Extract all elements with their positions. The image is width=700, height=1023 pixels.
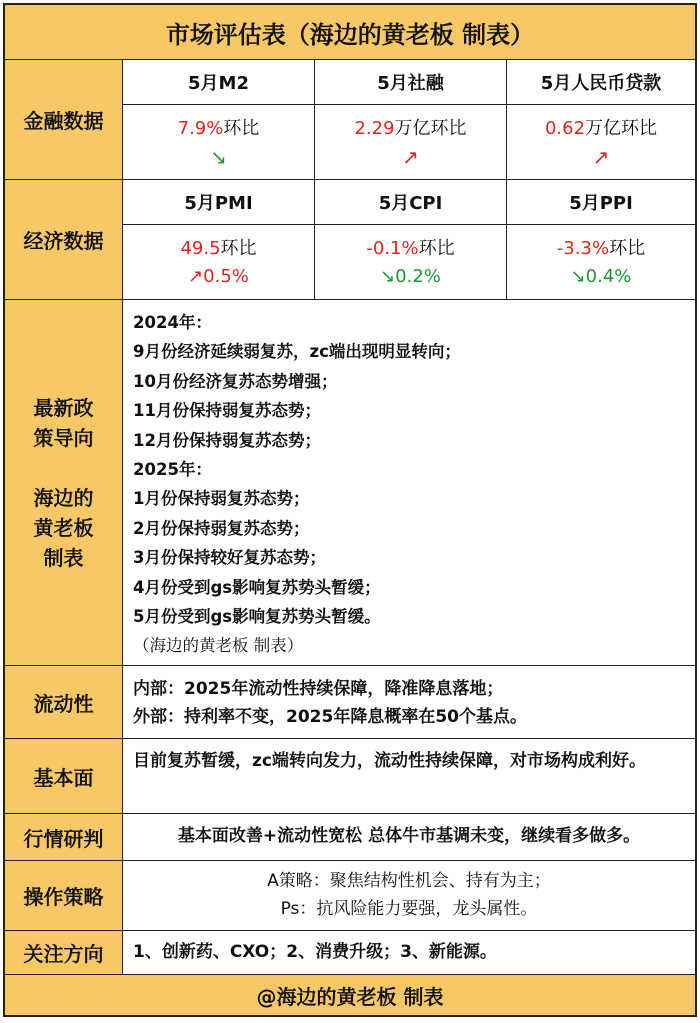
strategy-line-ps: Ps：抗风险能力要强，龙头属性。 bbox=[280, 899, 538, 919]
author-label-line: 制表 bbox=[43, 545, 84, 570]
cpi-header: 5月CPI bbox=[315, 180, 507, 225]
policy-line: 3月份保持较好复苏态势； bbox=[133, 548, 326, 568]
ppi-cell bbox=[507, 225, 695, 299]
pmi-change: 0.5% bbox=[203, 266, 249, 287]
financial-data-label: 金融数据 bbox=[5, 60, 123, 179]
economic-data-row bbox=[5, 180, 695, 300]
market-label: 行情研判 bbox=[5, 814, 123, 860]
social-financing-unit: 万亿环比 bbox=[394, 118, 467, 139]
policy-line: 2024年： bbox=[133, 313, 212, 332]
social-financing-cell bbox=[315, 105, 507, 179]
policy-label-line: 策导向 bbox=[33, 425, 94, 450]
ppi-change: 0.4% bbox=[585, 266, 632, 287]
rmb-loans-unit: 万亿环比 bbox=[585, 118, 658, 139]
author-label-line: 海边的 bbox=[33, 485, 94, 510]
cpi-value: -0.1% bbox=[366, 238, 419, 259]
trend-down-icon: ↘ bbox=[570, 266, 586, 287]
m2-cell bbox=[123, 105, 315, 179]
cpi-cell bbox=[315, 225, 507, 299]
ppi-value: -3.3% bbox=[556, 238, 610, 259]
market-row bbox=[5, 814, 695, 861]
focus-text: 1、创新药、CXO；2、消费升级；3、新能源。 bbox=[133, 942, 497, 962]
m2-unit: 环比 bbox=[223, 118, 260, 139]
pmi-header: 5月PMI bbox=[123, 180, 315, 225]
liquidity-label: 流动性 bbox=[5, 666, 123, 738]
cpi-unit: 环比 bbox=[418, 238, 455, 259]
ppi-header: 5月PPI bbox=[507, 180, 695, 225]
fundamentals-text: 目前复苏暂缓，zc端转向发力，流动性持续保障，对市场构成利好。 bbox=[133, 751, 646, 771]
pmi-unit: 环比 bbox=[220, 238, 257, 259]
liquidity-row bbox=[5, 666, 695, 739]
liquidity-internal: 内部：2025年流动性持续保障，降准降息落地； bbox=[133, 679, 504, 699]
liquidity-external: 外部：持利率不变，2025年降息概率在50个基点。 bbox=[133, 707, 527, 727]
market-text: 基本面改善+流动性宽松 总体牛市基调未变，继续看多做多。 bbox=[177, 826, 641, 846]
m2-header: 5月M2 bbox=[123, 60, 315, 105]
economic-data-label: 经济数据 bbox=[5, 180, 123, 299]
trend-up-icon: ↗ bbox=[592, 145, 610, 169]
policy-line: 2025年： bbox=[133, 460, 212, 480]
policy-note: （海边的黄老板 制表） bbox=[133, 636, 304, 656]
policy-line: 4月份受到gs影响复苏势头暂缓； bbox=[133, 577, 381, 597]
policy-label-line: 最新政 bbox=[33, 395, 94, 420]
policy-row bbox=[5, 300, 695, 666]
focus-label: 关注方向 bbox=[5, 931, 123, 974]
footer-credit: @海边的黄老板 制表 bbox=[5, 975, 695, 1015]
rmb-loans-value: 0.62 bbox=[544, 118, 586, 139]
trend-down-icon: ↘ bbox=[380, 266, 396, 287]
focus-row bbox=[5, 931, 695, 975]
strategy-line-a: A策略：聚焦结构性机会、持有为主； bbox=[267, 871, 551, 891]
fundamentals-label: 基本面 bbox=[5, 739, 123, 813]
policy-line: 5月份受到gs影响复苏势头暂缓。 bbox=[133, 607, 381, 627]
policy-label bbox=[5, 300, 123, 665]
trend-up-icon: ↗ bbox=[402, 145, 419, 169]
author-label-line: 黄老板 bbox=[33, 515, 94, 540]
policy-text bbox=[133, 308, 461, 661]
policy-line: 9月份经济延续弱复苏，zc端出现明显转向； bbox=[133, 342, 461, 362]
strategy-label: 操作策略 bbox=[5, 861, 123, 930]
pmi-value: 49.5 bbox=[180, 238, 221, 259]
policy-line: 1月份保持弱复苏态势； bbox=[133, 489, 310, 509]
financial-data-row bbox=[5, 60, 695, 180]
trend-down-icon: ↘ bbox=[210, 145, 227, 169]
table-title: 市场评估表（海边的黄老板 制表） bbox=[5, 5, 695, 60]
pmi-cell bbox=[123, 225, 315, 299]
evaluation-table bbox=[3, 3, 697, 1017]
policy-line: 11月份保持弱复苏态势； bbox=[133, 401, 321, 421]
ppi-unit: 环比 bbox=[609, 238, 646, 259]
m2-value: 7.9% bbox=[177, 118, 224, 139]
social-financing-value: 2.29 bbox=[354, 118, 395, 139]
rmb-loans-cell bbox=[507, 105, 695, 179]
rmb-loans-header: 5月人民币贷款 bbox=[507, 60, 695, 105]
policy-line: 10月份经济复苏态势增强； bbox=[133, 371, 338, 391]
social-financing-header: 5月社融 bbox=[315, 60, 507, 105]
cpi-change: 0.2% bbox=[395, 266, 441, 287]
fundamentals-row bbox=[5, 739, 695, 814]
policy-line: 2月份保持弱复苏态势； bbox=[133, 518, 310, 538]
strategy-row bbox=[5, 861, 695, 931]
trend-up-icon: ↗ bbox=[188, 266, 204, 287]
policy-line: 12月份保持弱复苏态势； bbox=[133, 430, 321, 450]
